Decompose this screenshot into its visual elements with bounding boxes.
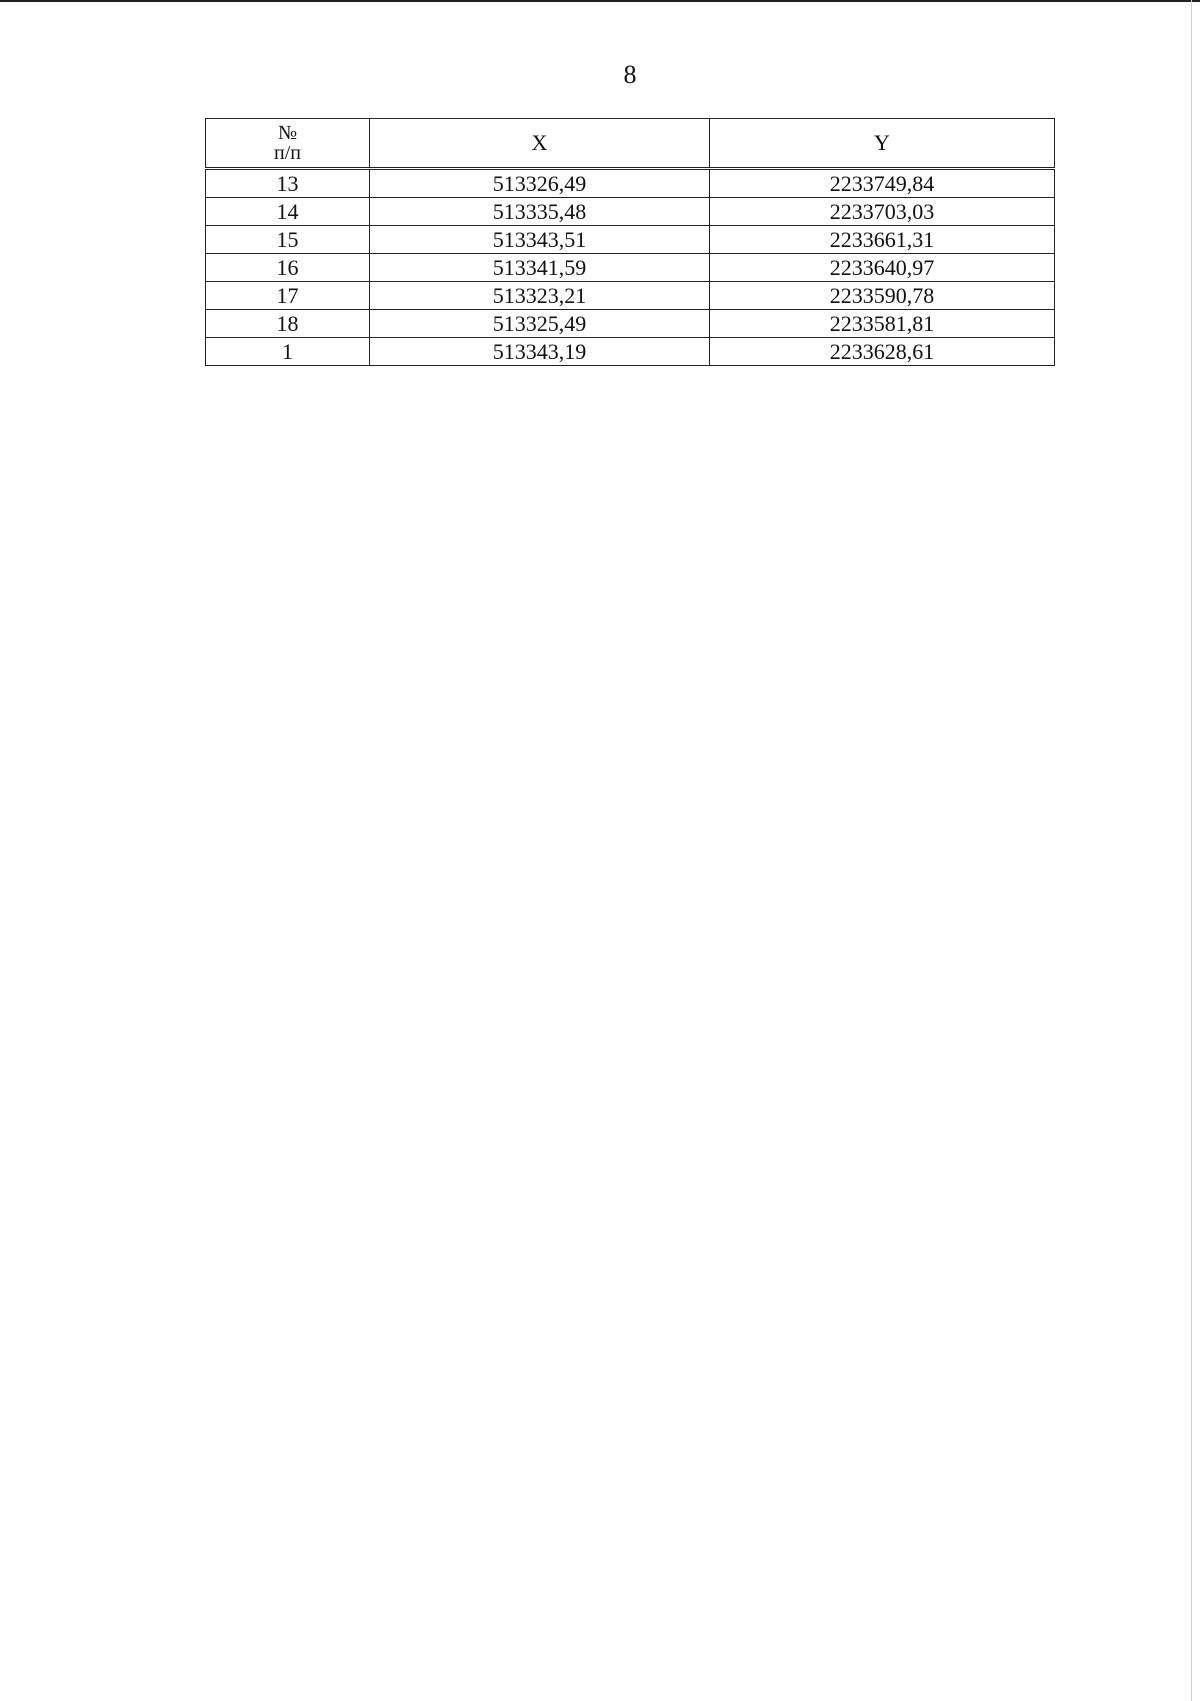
cell-x: 513326,49 — [370, 169, 710, 198]
table-row — [206, 226, 1055, 254]
cell-number: 17 — [206, 282, 370, 310]
cell-number: 1 — [206, 338, 370, 366]
table-row — [206, 254, 1055, 282]
cell-y: 2233661,31 — [710, 226, 1055, 254]
header-number-symbol: № — [277, 122, 298, 144]
cell-x: 513323,21 — [370, 282, 710, 310]
cell-number: 13 — [206, 169, 370, 198]
scan-edge-top — [0, 0, 1200, 2]
cell-number: 18 — [206, 310, 370, 338]
cell-y: 2233640,97 — [710, 254, 1055, 282]
table-row — [206, 338, 1055, 366]
header-y: Y — [710, 119, 1055, 169]
cell-y: 2233749,84 — [710, 169, 1055, 198]
header-number-abbrev: п/п — [274, 142, 301, 164]
table-row — [206, 198, 1055, 226]
header-x: X — [370, 119, 710, 169]
table-row — [206, 282, 1055, 310]
cell-x: 513341,59 — [370, 254, 710, 282]
table-row — [206, 169, 1055, 198]
cell-number: 14 — [206, 198, 370, 226]
cell-x: 513343,51 — [370, 226, 710, 254]
table-row — [206, 310, 1055, 338]
header-number — [206, 119, 370, 169]
cell-y: 2233628,61 — [710, 338, 1055, 366]
table-header-row — [206, 119, 1055, 169]
cell-y: 2233590,78 — [710, 282, 1055, 310]
page-number: 8 — [623, 60, 637, 89]
scan-edge-right — [1191, 0, 1192, 1701]
cell-y: 2233703,03 — [710, 198, 1055, 226]
coordinates-table — [205, 118, 1055, 366]
cell-number: 16 — [206, 254, 370, 282]
cell-x: 513325,49 — [370, 310, 710, 338]
cell-x: 513335,48 — [370, 198, 710, 226]
cell-number: 15 — [206, 226, 370, 254]
cell-y: 2233581,81 — [710, 310, 1055, 338]
cell-x: 513343,19 — [370, 338, 710, 366]
